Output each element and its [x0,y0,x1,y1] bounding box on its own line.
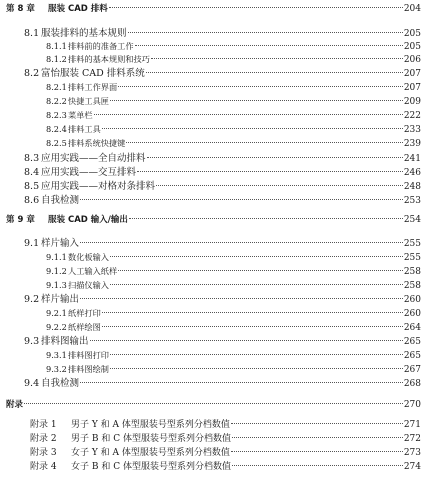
toc-entry-title: 自我检测 [41,378,80,389]
toc-entry-page-number: 204 [403,4,421,14]
dot-leader [102,312,403,313]
dot-leader [109,7,403,8]
toc-entry-number: 9.2 [24,294,40,305]
toc-section-entry[interactable] [24,27,421,40]
toc-entry-page-number: 239 [403,139,421,149]
toc-subsection-entry[interactable] [46,349,421,362]
toc-subsection-entry[interactable] [46,251,421,264]
toc-entry-number: 附录 2 [30,434,57,444]
toc-entry-number: 8.2.4 [46,124,67,134]
toc-entry-title: 女子 Y 和 A 体型服装号型系列分档数值 [71,448,230,458]
toc-entry-title: 人工输入纸样 [68,266,118,276]
toc-entry-number: 8.2 [24,68,40,79]
toc-entry-page-number: 271 [403,420,421,430]
toc-chapter-entry[interactable] [6,399,421,412]
toc-entry-page-number: 206 [403,55,421,65]
toc-entry-page-number: 241 [403,154,421,164]
toc-entry-title: 排料图打印 [68,350,109,360]
toc-entry-number: 8.2.5 [46,138,67,148]
toc-entry-title: 样片输入 [41,238,80,249]
toc-entry-page-number: 273 [403,448,421,458]
dot-leader [80,298,403,299]
dot-leader [90,340,403,341]
toc-entry-number: 附录 1 [30,420,57,430]
toc-entry-number: 9.2.2 [46,322,67,332]
dot-leader [110,256,403,257]
toc-subsection-entry[interactable] [46,137,421,150]
toc-subsection-entry[interactable] [46,279,421,292]
toc-entry-number: 8.4 [24,167,40,178]
dot-leader [128,32,403,33]
toc-entry-title: 排料图绘制 [68,364,109,374]
toc-entry-number: 9.3.2 [46,364,67,374]
toc-entry-page-number: 205 [403,42,421,52]
toc-entry-page-number: 248 [403,182,421,192]
dot-leader [24,403,403,404]
toc-entry-title: 排料的基本规则和技巧 [68,54,150,64]
toc-entry-title: 服装 CAD 排料 [48,4,108,14]
toc-entry-page-number: 264 [403,323,421,333]
toc-entry-number: 第 9 章 [6,215,35,225]
toc-subsection-entry[interactable] [46,53,421,66]
toc-entry-number: 9.1.3 [46,280,67,290]
dot-leader [94,114,403,115]
toc-entry-number: 9.1 [24,238,40,249]
toc-entry-page-number: 233 [403,125,421,135]
toc-section-entry[interactable] [24,194,421,207]
toc-entry-page-number: 254 [403,215,421,225]
toc-entry-page-number: 270 [403,400,421,410]
dot-leader [231,423,403,424]
toc-appendix-entry[interactable] [30,419,421,432]
toc-entry-title: 服装排料的基本规则 [41,28,127,39]
toc-entry-page-number: 265 [403,337,421,347]
toc-section-entry[interactable] [24,293,421,306]
toc-subsection-entry[interactable] [46,307,421,320]
toc-appendix-entry[interactable] [30,461,421,474]
toc-entry-page-number: 209 [403,97,421,107]
dot-leader [118,86,403,87]
toc-entry-page-number: 258 [403,281,421,291]
toc-entry-page-number: 255 [403,239,421,249]
toc-entry-title: 女子 B 和 C 体型服装号型系列分档数值 [71,462,231,472]
toc-entry-title: 排料图输出 [41,336,89,347]
toc-entry-title: 纸样打印 [68,308,101,318]
toc-entry-number: 附录 4 [30,462,57,472]
toc-subsection-entry[interactable] [46,321,421,334]
toc-entry-page-number: 272 [403,434,421,444]
dot-leader [147,157,403,158]
toc-entry-number: 9.2.1 [46,308,67,318]
toc-entry-title: 纸样绘图 [68,322,101,332]
toc-subsection-entry[interactable] [46,109,421,122]
dot-leader [156,185,403,186]
dot-leader [151,58,403,59]
toc-entry-title: 快捷工具匣 [68,96,109,106]
toc-entry-title: 应用实践——对格对条排料 [41,181,156,192]
dot-leader [110,100,403,101]
dot-leader [129,218,403,219]
toc-entry-number: 8.1 [24,28,40,39]
toc-chapter-entry[interactable] [6,3,421,16]
toc-entry-title: 数化板输入 [68,252,109,262]
toc-entry-page-number: 207 [403,83,421,93]
toc-entry-number: 9.3 [24,336,40,347]
toc-entry-title: 菜单栏 [68,110,93,120]
toc-entry-page-number: 246 [403,168,421,178]
toc-entry-page-number: 260 [403,295,421,305]
toc-section-entry[interactable] [24,166,421,179]
toc-entry-number: 8.2.1 [46,82,67,92]
dot-leader [118,270,403,271]
dot-leader [137,171,403,172]
toc-entry-page-number: 258 [403,267,421,277]
toc-entry-number: 附录 3 [30,448,57,458]
toc-entry-title: 富怡服装 CAD 排料系统 [41,68,145,79]
dot-leader [80,242,403,243]
toc-section-entry[interactable] [24,180,421,193]
toc-entry-title: 应用实践——全自动排料 [41,153,146,164]
toc-entry-number: 8.2.2 [46,96,67,106]
toc-subsection-entry[interactable] [46,40,421,53]
dot-leader [110,354,403,355]
toc-entry-title: 排料前的准备工作 [68,41,134,51]
toc-entry-title: 男子 B 和 C 体型服装号型系列分档数值 [71,434,231,444]
toc-section-entry[interactable] [24,152,421,165]
dot-leader [80,382,403,383]
toc-entry-title: 附录 [6,400,24,410]
toc-entry-number: 第 8 章 [6,4,35,14]
dot-leader [80,199,403,200]
toc-appendix-entry[interactable] [30,433,421,446]
toc-entry-title: 男子 Y 和 A 体型服装号型系列分档数值 [71,420,230,430]
toc-entry-page-number: 274 [403,462,421,472]
toc-subsection-entry[interactable] [46,81,421,94]
toc-entry-page-number: 265 [403,351,421,361]
toc-entry-number: 9.1.1 [46,252,67,262]
toc-entry-title: 样片输出 [41,294,80,305]
toc-entry-title: 自我检测 [41,195,80,206]
toc-entry-page-number: 222 [403,111,421,121]
toc-entry-page-number: 260 [403,309,421,319]
toc-subsection-entry[interactable] [46,123,421,136]
dot-leader [232,437,403,438]
dot-leader [135,45,403,46]
dot-leader [126,142,402,143]
toc-entry-number: 9.4 [24,378,40,389]
toc-entry-number: 9.1.2 [46,266,67,276]
toc-entry-title: 应用实践——交互排料 [41,167,137,178]
toc-entry-page-number: 205 [403,29,421,39]
toc-entry-page-number: 267 [403,365,421,375]
toc-entry-page-number: 253 [403,196,421,206]
dot-leader [146,72,403,73]
toc-entry-title: 排料工作界面 [68,82,118,92]
toc-section-entry[interactable] [24,67,421,80]
toc-entry-title: 服装 CAD 输入/输出 [48,215,128,225]
toc-entry-number: 8.3 [24,153,40,164]
toc-entry-title: 排料系统快捷键 [68,138,126,148]
toc-appendix-entry[interactable] [30,447,421,460]
toc-subsection-entry[interactable] [46,95,421,108]
toc-subsection-entry[interactable] [46,363,421,376]
toc-entry-number: 8.1.2 [46,54,67,64]
toc-entry-page-number: 268 [403,379,421,389]
toc-entry-number: 8.1.1 [46,41,67,51]
dot-leader [110,368,403,369]
toc-entry-number: 8.2.3 [46,110,67,120]
toc-entry-number: 9.3.1 [46,350,67,360]
dot-leader [102,326,403,327]
dot-leader [231,451,403,452]
toc-entry-number: 8.6 [24,195,40,206]
toc-section-entry[interactable] [24,335,421,348]
toc-chapter-entry[interactable] [6,214,421,227]
toc-section-entry[interactable] [24,377,421,390]
toc-entry-title: 扫描仪输入 [68,280,109,290]
toc-entry-number: 8.5 [24,181,40,192]
toc-subsection-entry[interactable] [46,265,421,278]
toc-section-entry[interactable] [24,237,421,250]
toc-entry-page-number: 255 [403,253,421,263]
toc-entry-page-number: 207 [403,69,421,79]
dot-leader [110,284,403,285]
toc-entry-title: 排料工具 [68,124,101,134]
dot-leader [102,128,403,129]
dot-leader [232,465,403,466]
